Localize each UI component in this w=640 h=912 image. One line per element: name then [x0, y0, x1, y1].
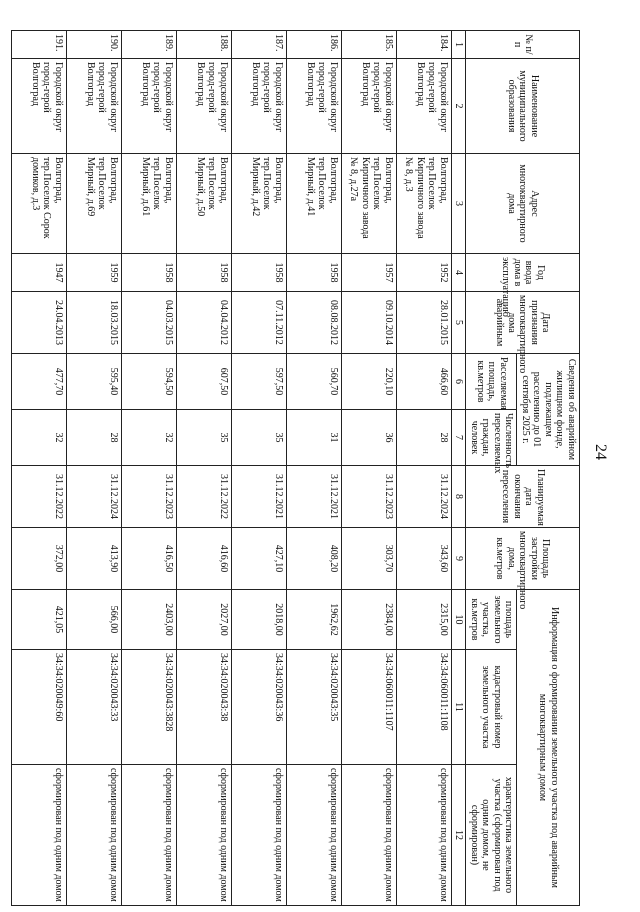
column-number: 8	[452, 466, 467, 528]
cell-cadastral: 34:34:020043:36	[232, 650, 287, 765]
cell-built-area: 416,60	[177, 528, 232, 590]
cell-area: 597,50	[232, 354, 287, 410]
row-num: 184.	[397, 31, 452, 59]
cell-land-area: 2018,00	[232, 590, 287, 650]
cell-planned-date: 31.12.2024	[397, 466, 452, 528]
cell-year: 1947	[12, 254, 67, 292]
cell-date: 04.04.2012	[177, 292, 232, 354]
cell-land-area: 2403,00	[122, 590, 177, 650]
header-land-area: площадь земельного участка, кв.метров	[466, 590, 517, 650]
cell-year: 1952	[397, 254, 452, 292]
cell-date: 28.01.2015	[397, 292, 452, 354]
cell-year: 1958	[122, 254, 177, 292]
cell-date: 04.03.2015	[122, 292, 177, 354]
row-num: 190.	[67, 31, 122, 59]
cell-date: 18.03.2015	[67, 292, 122, 354]
column-number: 4	[452, 254, 467, 292]
cell-date: 24.04.2013	[12, 292, 67, 354]
cell-built-area: 408,20	[287, 528, 342, 590]
table-body	[12, 31, 452, 906]
header-area-resettle: Расселяемая площадь, кв.метров	[466, 354, 517, 410]
cell-land-area: 2384,00	[342, 590, 397, 650]
cell-people: 36	[342, 410, 397, 466]
cell-people: 32	[12, 410, 67, 466]
cell-address: Волгоград, тер.Поселок Мирный, д.41	[287, 154, 342, 254]
column-number: 2	[452, 59, 467, 154]
cell-municipality: Городской округ город-герой Волгоград	[12, 59, 67, 154]
cell-people: 28	[397, 410, 452, 466]
cell-municipality: Городской округ город-герой Волгоград	[67, 59, 122, 154]
cell-land-area: 421,05	[12, 590, 67, 650]
cell-address: Волгоград, тер.Поселок Кирпичного завода № 8, д.3	[397, 154, 452, 254]
table-row	[12, 31, 67, 906]
header-land-char: характеристика земельного участка (сформирован под одним домом, не сформирован)	[466, 765, 517, 906]
cell-planned-date: 31.12.2022	[177, 466, 232, 528]
cell-land-char: сформирован под одним домом	[232, 765, 287, 906]
cell-land-char: сформирован под одним домом	[342, 765, 397, 906]
cell-address: Волгоград, тер.Поселок Кирпичного завода № 8, д.27а	[342, 154, 397, 254]
cell-area: 220,10	[342, 354, 397, 410]
cell-cadastral: 34:34:060011:1108	[397, 650, 452, 765]
cell-land-area: 2315,00	[397, 590, 452, 650]
cell-area: 477,70	[12, 354, 67, 410]
cell-year: 1957	[342, 254, 397, 292]
cell-municipality: Городской округ город-герой Волгоград	[342, 59, 397, 154]
cell-land-char: сформирован под одним домом	[122, 765, 177, 906]
cell-date: 08.08.2012	[287, 292, 342, 354]
column-number: 3	[452, 154, 467, 254]
header-land-group: Информация о формировании земельного участка под аварийным многоквартирным домом	[517, 590, 580, 906]
cell-area: 594,50	[122, 354, 177, 410]
column-number: 10	[452, 590, 467, 650]
column-number: 7	[452, 410, 467, 466]
header-date: Дата признания многоквартирного дома аварийным	[466, 292, 580, 354]
column-number: 6	[452, 354, 467, 410]
table-row	[397, 31, 452, 906]
row-num: 185.	[342, 31, 397, 59]
cell-planned-date: 31.12.2024	[67, 466, 122, 528]
cell-cadastral: 34:34:060011:1107	[342, 650, 397, 765]
column-number: 1	[452, 31, 467, 59]
row-num: 187.	[232, 31, 287, 59]
cell-area: 466,60	[397, 354, 452, 410]
cell-built-area: 303,70	[342, 528, 397, 590]
header-cadastral: кадастровый номер земельного участка	[466, 650, 517, 765]
cell-built-area: 372,00	[12, 528, 67, 590]
cell-year: 1959	[67, 254, 122, 292]
header-planned-date: Планируемая дата окончания переселения	[466, 466, 580, 528]
cell-land-char: сформирован под одним домом	[287, 765, 342, 906]
header-built-area: Площадь застройки многоквартирного дома, кв.метров	[466, 528, 580, 590]
row-num: 189.	[122, 31, 177, 59]
table-row	[177, 31, 232, 906]
row-num: 188.	[177, 31, 232, 59]
cell-land-area: 566,00	[67, 590, 122, 650]
row-num: 191.	[12, 31, 67, 59]
cell-year: 1958	[287, 254, 342, 292]
cell-cadastral: 34:34:020049:60	[12, 650, 67, 765]
cell-address: Волгоград, тер.Поселок Мирный, д.50	[177, 154, 232, 254]
cell-municipality: Городской округ город-герой Волгоград	[397, 59, 452, 154]
emergency-housing-table	[11, 30, 580, 906]
cell-people: 35	[177, 410, 232, 466]
cell-area: 607,50	[177, 354, 232, 410]
header-emergency-group: Сведения об аварийном жилищном фонде, подлежащем расселению до 01 сентября 2025 г.	[517, 354, 580, 466]
table-row	[122, 31, 177, 906]
cell-cadastral: 34:34:020043:3828	[122, 650, 177, 765]
cell-built-area: 416,50	[122, 528, 177, 590]
cell-cadastral: 34:34:020043:33	[67, 650, 122, 765]
cell-land-char: сформирован под одним домом	[177, 765, 232, 906]
column-number: 5	[452, 292, 467, 354]
cell-cadastral: 34:34:020043:38	[177, 650, 232, 765]
column-number-row	[452, 31, 467, 906]
header-people: Численность переселяемых граждан, человек	[466, 410, 517, 466]
cell-area: 560,70	[287, 354, 342, 410]
cell-year: 1958	[232, 254, 287, 292]
column-number: 11	[452, 650, 467, 765]
header-row-1	[517, 31, 580, 906]
cell-people: 35	[232, 410, 287, 466]
cell-cadastral: 34:34:020043:35	[287, 650, 342, 765]
cell-municipality: Городской округ город-герой Волгоград	[287, 59, 342, 154]
cell-year: 1958	[177, 254, 232, 292]
cell-planned-date: 31.12.2023	[342, 466, 397, 528]
cell-date: 09.10.2014	[342, 292, 397, 354]
cell-address: Волгоград, тер.Поселок Мирный, д.69	[67, 154, 122, 254]
cell-address: Волгоград, тер.Поселок Сорок домиков, д.3	[12, 154, 67, 254]
cell-address: Волгоград, тер.Поселок Мирный, д.42	[232, 154, 287, 254]
cell-land-char: сформирован под одним домом	[12, 765, 67, 906]
cell-municipality: Городской округ город-герой Волгоград	[122, 59, 177, 154]
column-number: 12	[452, 765, 467, 906]
table-row	[342, 31, 397, 906]
table-row	[67, 31, 122, 906]
cell-date: 07.11.2012	[232, 292, 287, 354]
cell-municipality: Городской округ город-герой Волгоград	[232, 59, 287, 154]
row-num: 186.	[287, 31, 342, 59]
cell-land-area: 2027,00	[177, 590, 232, 650]
cell-built-area: 343,60	[397, 528, 452, 590]
cell-land-char: сформирован под одним домом	[397, 765, 452, 906]
header-num: № п/п	[466, 31, 580, 59]
cell-municipality: Городской округ город-герой Волгоград	[177, 59, 232, 154]
cell-address: Волгоград, тер.Поселок Мирный, д.61	[122, 154, 177, 254]
cell-planned-date: 31.12.2021	[232, 466, 287, 528]
cell-planned-date: 31.12.2023	[122, 466, 177, 528]
header-year: Год ввода дома в эксплуатацию	[466, 254, 580, 292]
table-row	[232, 31, 287, 906]
cell-people: 31	[287, 410, 342, 466]
cell-built-area: 427,10	[232, 528, 287, 590]
cell-built-area: 413,90	[67, 528, 122, 590]
cell-land-char: сформирован под одним домом	[67, 765, 122, 906]
cell-area: 595,40	[67, 354, 122, 410]
cell-planned-date: 31.12.2022	[12, 466, 67, 528]
cell-people: 28	[67, 410, 122, 466]
header-municipality: Наименование муниципального образования	[466, 59, 580, 154]
cell-land-area: 1962,62	[287, 590, 342, 650]
column-number: 9	[452, 528, 467, 590]
rotated-table-container	[30, 30, 580, 905]
cell-people: 32	[122, 410, 177, 466]
table-row	[287, 31, 342, 906]
page-number: 24	[592, 444, 609, 460]
header-address: Адрес многоквартирного дома	[466, 154, 580, 254]
cell-planned-date: 31.12.2021	[287, 466, 342, 528]
